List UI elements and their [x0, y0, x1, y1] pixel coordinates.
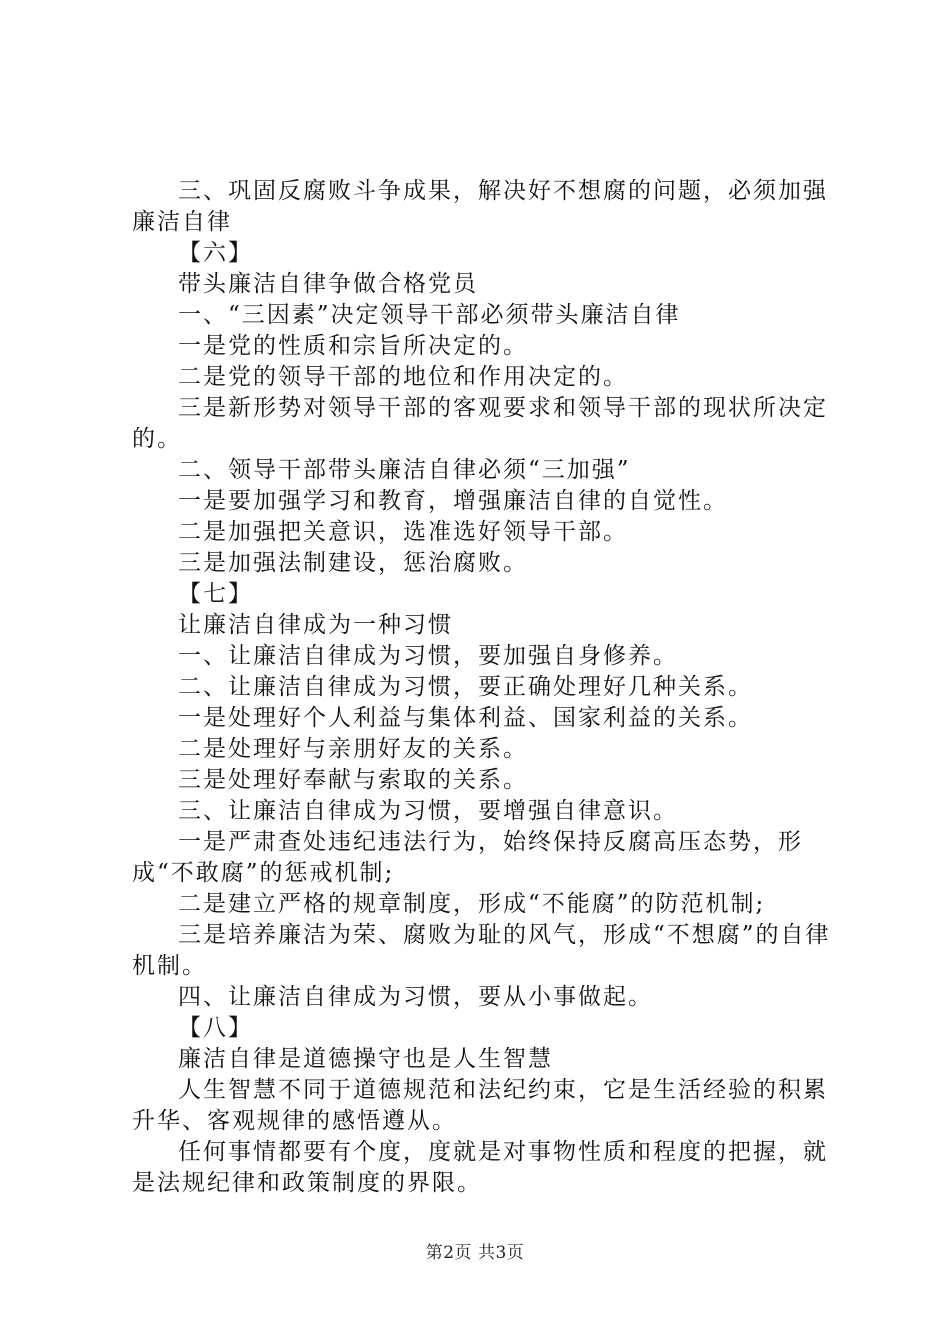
section-marker-six: 【六】	[178, 240, 253, 266]
paragraph: 一是严肃查处违纪违法行为，始终保持反腐高压态势，形成“不敢腐”的惩戒机制;	[132, 829, 803, 886]
paragraph: 三是培养廉洁为荣、腐败为耻的风气，形成“不想腐”的自律机制。	[132, 922, 831, 979]
page-number-label: 第2页 共3页	[425, 1243, 525, 1263]
paragraph: 二是建立严格的规章制度，形成“不能腐”的防范机制;	[178, 891, 766, 917]
paragraph: 二、让廉洁自律成为习惯，要正确处理好几种关系。	[178, 674, 753, 700]
paragraph: 二是党的领导干部的地位和作用决定的。	[178, 364, 628, 390]
document-body	[132, 176, 832, 1199]
paragraph: 一、“三因素”决定领导干部必须带头廉洁自律	[178, 302, 681, 328]
section-marker-seven: 【七】	[178, 581, 253, 607]
paragraph: 二是处理好与亲朋好友的关系。	[178, 736, 528, 762]
section-title-seven: 让廉洁自律成为一种习惯	[178, 612, 453, 638]
paragraph: 三、让廉洁自律成为习惯，要增强自律意识。	[178, 798, 678, 824]
paragraph: 一是要加强学习和教育，增强廉洁自律的自觉性。	[178, 488, 728, 514]
paragraph: 二、领导干部带头廉洁自律必须“三加强”	[178, 457, 631, 483]
paragraph: 二是加强把关意识，选准选好领导干部。	[178, 519, 628, 545]
paragraph: 一是处理好个人利益与集体利益、国家利益的关系。	[178, 705, 753, 731]
paragraph: 任何事情都要有个度，度就是对事物性质和程度的把握，就是法规纪律和政策制度的界限。	[132, 1139, 828, 1196]
section-title-six: 带头廉洁自律争做合格党员	[178, 271, 478, 297]
paragraph: 人生智慧不同于道德规范和法纪约束，它是生活经验的积累升华、客观规律的感悟遵从。	[132, 1077, 828, 1134]
section-marker-eight: 【八】	[178, 1015, 253, 1041]
section-title-eight: 廉洁自律是道德操守也是人生智慧	[178, 1046, 553, 1072]
paragraph: 一、让廉洁自律成为习惯，要加强自身修养。	[178, 643, 678, 669]
page-footer	[0, 1243, 950, 1263]
paragraph: 三是加强法制建设，惩治腐败。	[178, 550, 528, 576]
paragraph: 一是党的性质和宗旨所决定的。	[178, 333, 528, 359]
paragraph-section-three-conclusion: 三、巩固反腐败斗争成果，解决好不想腐的问题，必须加强廉洁自律	[132, 178, 828, 235]
paragraph: 三是新形势对领导干部的客观要求和领导干部的现状所决定的。	[132, 395, 828, 452]
paragraph: 三是处理好奉献与索取的关系。	[178, 767, 528, 793]
paragraph: 四、让廉洁自律成为习惯，要从小事做起。	[178, 984, 653, 1010]
